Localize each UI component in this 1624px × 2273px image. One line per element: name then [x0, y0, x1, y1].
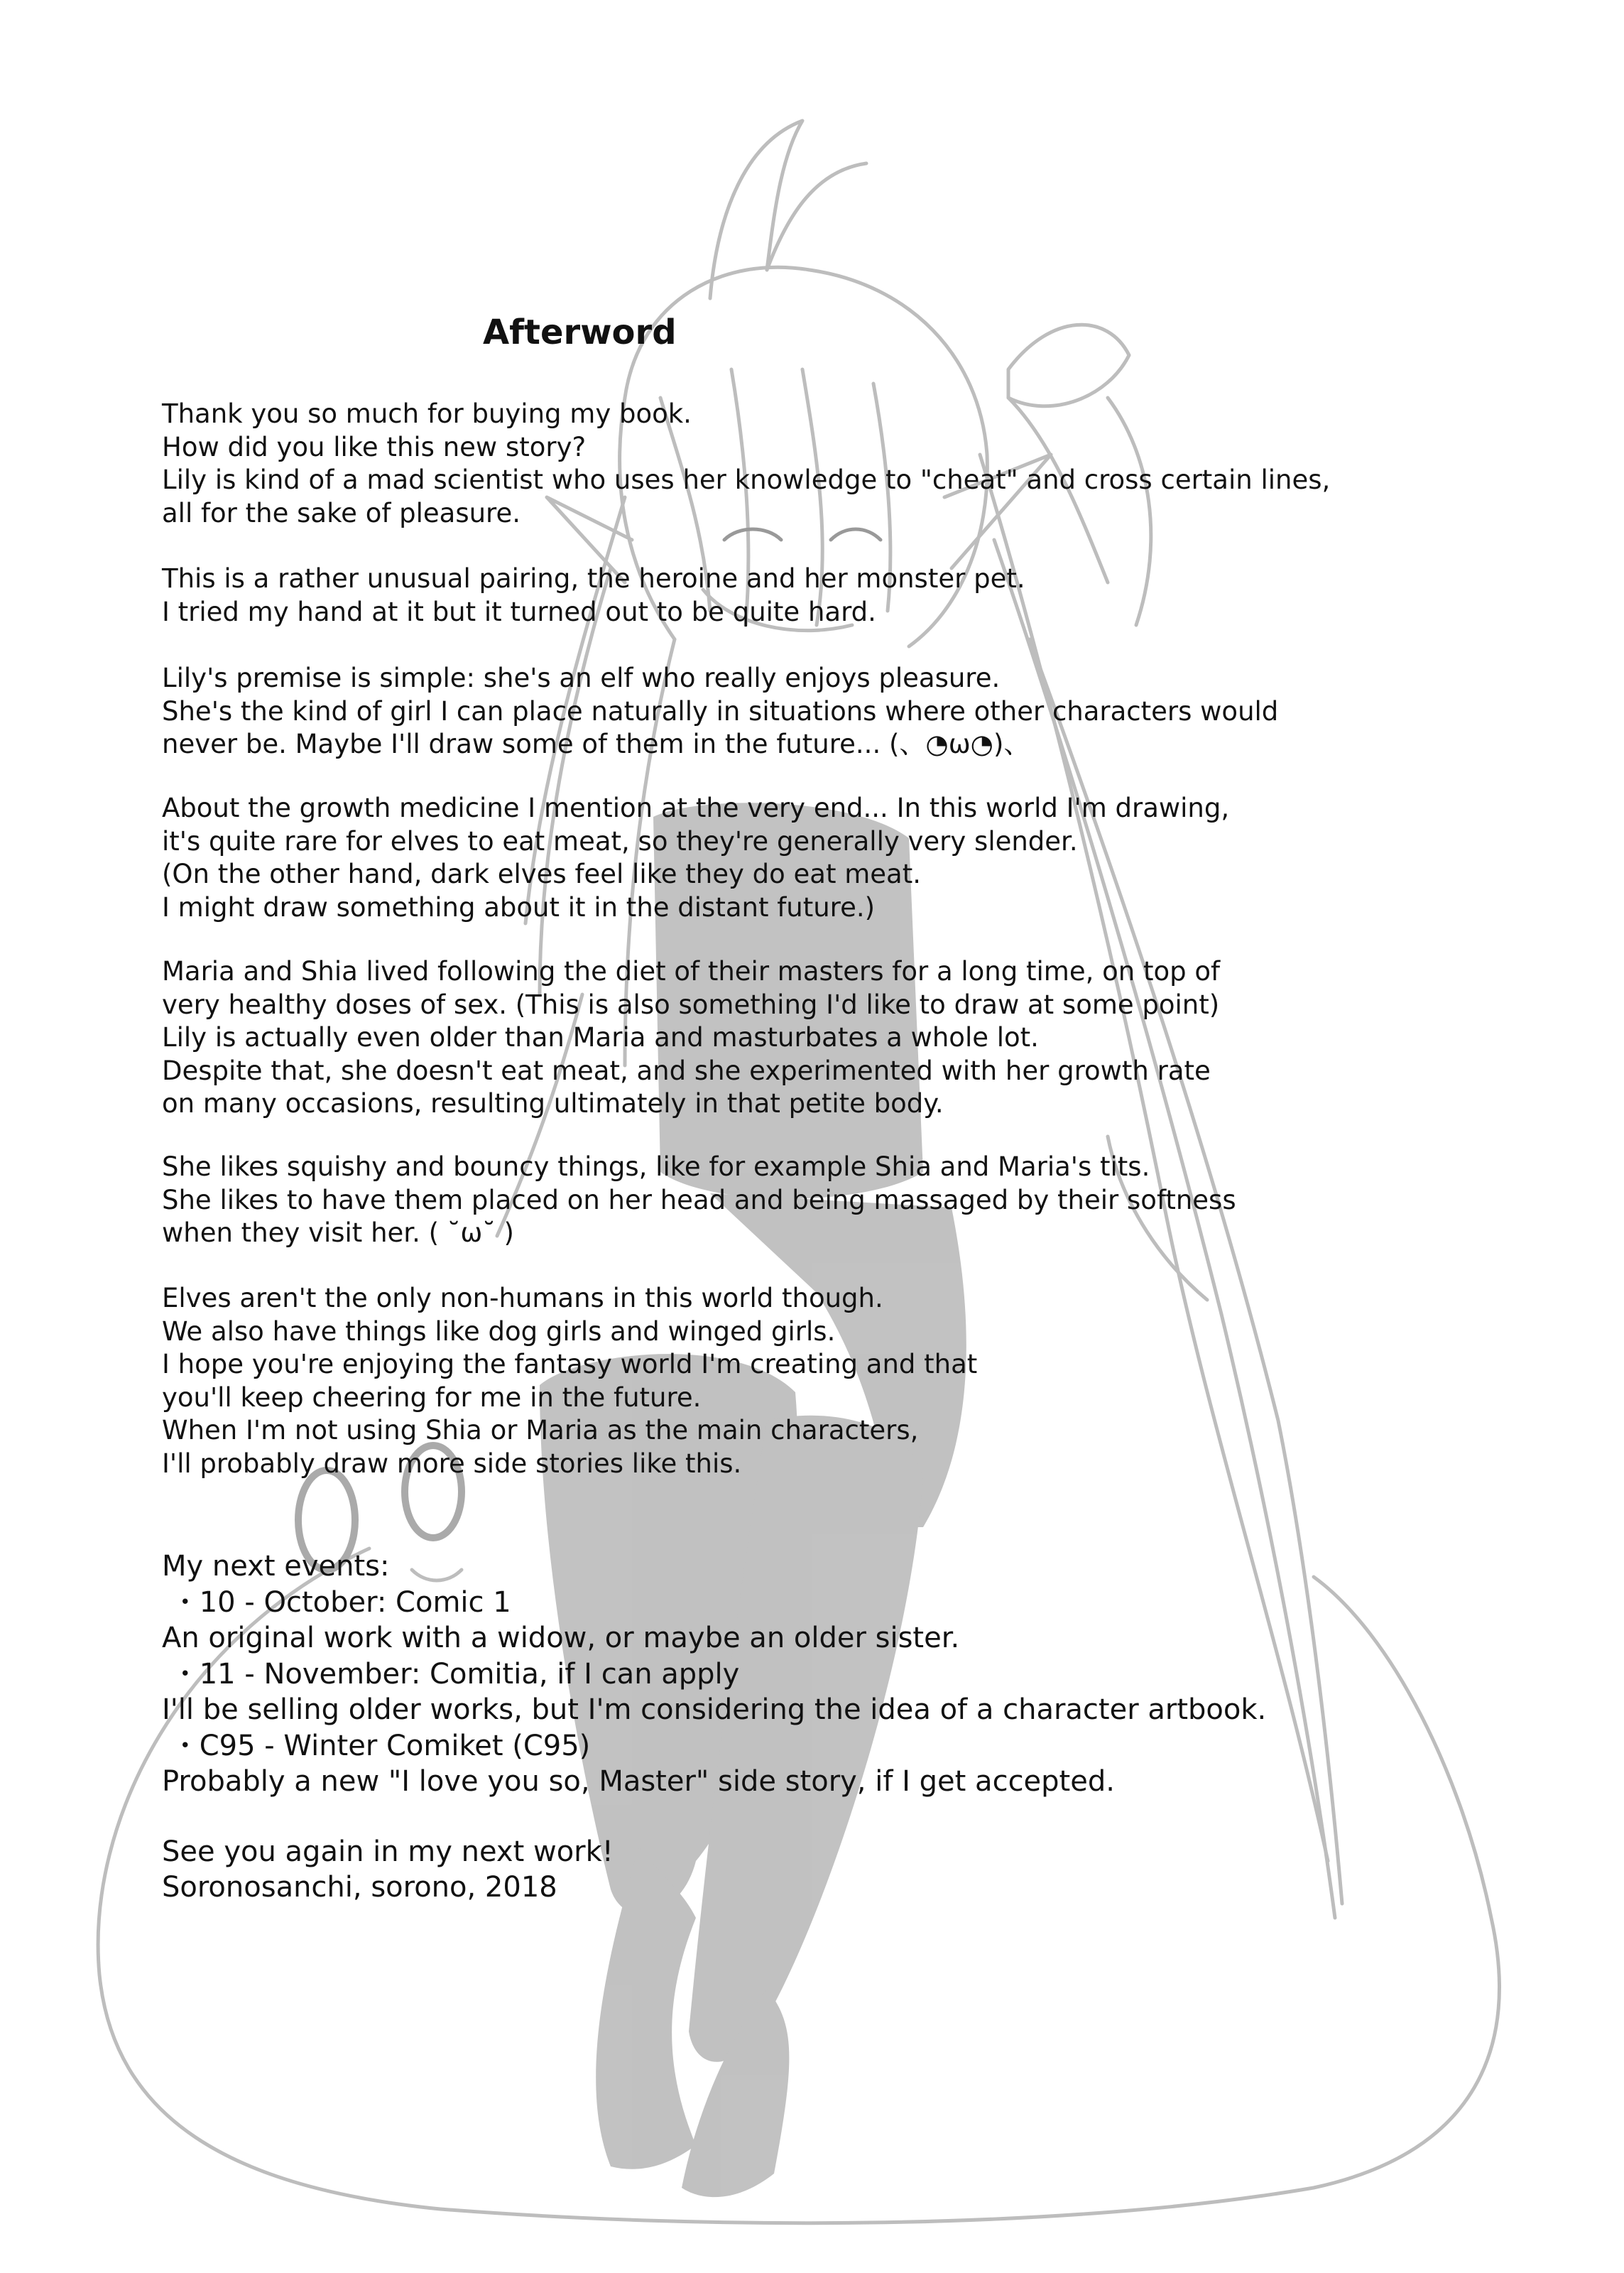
- paragraph-pairing: [162, 563, 1405, 629]
- paragraph-thanks: [162, 398, 1405, 530]
- text-line: I tried my hand at it but it turned out to be quite hard.: [162, 596, 876, 627]
- event-description: I'll be selling older works, but I'm considering the idea of a character artbook.: [162, 1693, 1267, 1726]
- text-line: all for the sake of pleasure.: [162, 497, 521, 528]
- text-line: We also have things like dog girls and winged girls.: [162, 1315, 836, 1347]
- text-line: (On the other hand, dark elves feel like they do eat meat.: [162, 859, 921, 889]
- paragraph-world: [162, 1282, 1405, 1480]
- text-line: Maria and Shia lived following the diet of their masters for a long time, on top of: [162, 956, 1221, 987]
- text-line: Thank you so much for buying my book.: [162, 398, 692, 429]
- signature-line: Soronosanchi, sorono, 2018: [162, 1871, 557, 1904]
- text-line: I hope you're enjoying the fantasy world I'm creating and that: [162, 1349, 978, 1379]
- event-description: Probably a new "I love you so, Master" side story, if I get accepted.: [162, 1765, 1115, 1798]
- text-line: I'll probably draw more side stories like this.: [162, 1448, 742, 1479]
- events-list: [162, 1548, 1405, 1800]
- text-line: you'll keep cheering for me in the future.: [162, 1382, 702, 1413]
- text-line: She likes to have them placed on her head and being massaged by their softness: [162, 1184, 1236, 1215]
- text-line: Lily is actually even older than Maria and masturbates a whole lot.: [162, 1022, 1039, 1053]
- closing-signature: [162, 1834, 1405, 1905]
- text-line: Despite that, she doesn't eat meat, and she experimented with her growth rate: [162, 1055, 1211, 1086]
- paragraph-growth-medicine: [162, 792, 1405, 924]
- text-line: This is a rather unusual pairing, the heroine and her monster pet.: [162, 563, 1025, 594]
- event-item: ・11 - November: Comitia, if I can apply: [162, 1657, 740, 1691]
- paragraph-maria-shia: [162, 955, 1405, 1121]
- event-description: An original work with a widow, or maybe an older sister.: [162, 1622, 960, 1654]
- text-line: She likes squishy and bouncy things, like for example Shia and Maria's tits.: [162, 1151, 1150, 1182]
- text-line: very healthy doses of sex. (This is also something I'd like to draw at some point): [162, 989, 1220, 1020]
- text-line: When I'm not using Shia or Maria as the main characters,: [162, 1415, 919, 1445]
- text-line: Lily's premise is simple: she's an elf who really enjoys pleasure.: [162, 663, 1001, 693]
- text-line: never be. Maybe I'll draw some of them in the future... (、◔ω◔)、: [162, 729, 1030, 759]
- text-line: when they visit her. ( ˘ω˘ ): [162, 1217, 514, 1248]
- text-line: I might draw something about it in the distant future.): [162, 891, 876, 923]
- closing-line: See you again in my next work!: [162, 1835, 614, 1868]
- text-line: How did you like this new story?: [162, 431, 587, 462]
- event-item: ・10 - October: Comic 1: [162, 1585, 511, 1619]
- event-item: ・C95 - Winter Comiket (C95): [162, 1729, 591, 1762]
- page-title: Afterword: [483, 313, 677, 352]
- text-line: About the growth medicine I mention at the very end... In this world I'm drawing,: [162, 793, 1230, 823]
- events-heading: My next events:: [162, 1550, 390, 1583]
- text-line: Lily is kind of a mad scientist who uses her knowledge to "cheat" and cross certain lines,: [162, 465, 1331, 495]
- text-line: on many occasions, resulting ultimately in that petite body.: [162, 1088, 944, 1119]
- text-line: it's quite rare for elves to eat meat, so they're generally very slender.: [162, 825, 1078, 857]
- text-line: Elves aren't the only non-humans in this world though.: [162, 1283, 883, 1313]
- paragraph-premise: [162, 662, 1405, 761]
- paragraph-likes: [162, 1151, 1405, 1250]
- text-line: She's the kind of girl I can place naturally in situations where other characters would: [162, 695, 1279, 727]
